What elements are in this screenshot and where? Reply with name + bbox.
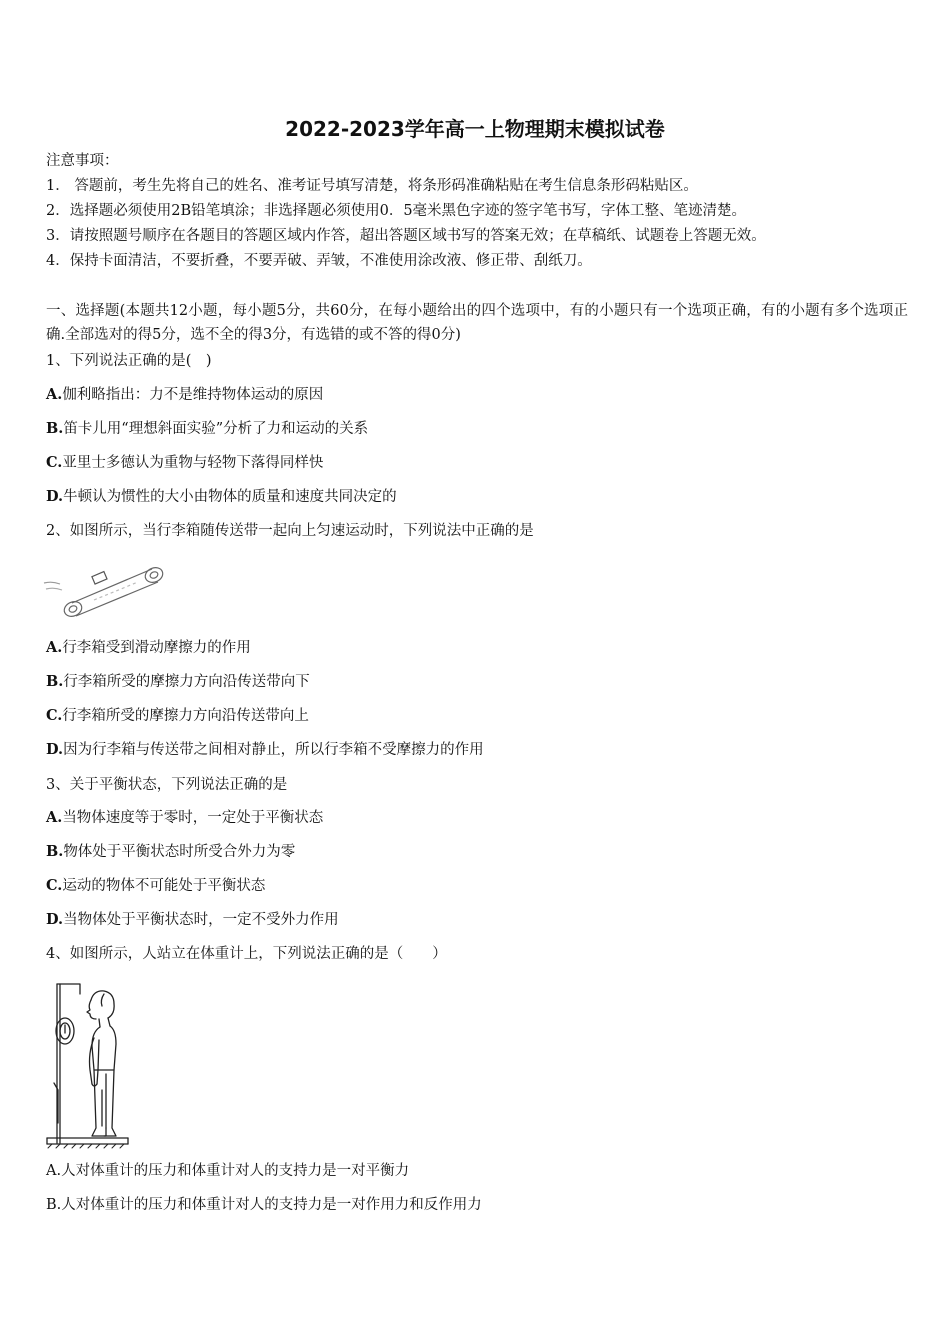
option-text: 亚里士多德认为重物与轻物下落得同样快 <box>62 455 324 471</box>
question-4-option-b <box>46 1195 482 1215</box>
option-label: A. <box>46 1163 62 1179</box>
option-label: C. <box>46 707 63 724</box>
question-2-option-d <box>46 740 484 760</box>
question-1-option-c <box>46 453 323 473</box>
option-text: 当物体处于平衡状态时，一定不受外力作用 <box>63 912 339 928</box>
option-label: B. <box>46 420 64 437</box>
question-2-stem: 2、如图所示，当行李箱随传送带一起向上匀速运动时，下列说法中正确的是 <box>46 523 534 539</box>
person-on-scale-figure <box>44 978 134 1150</box>
option-label: A. <box>46 809 63 826</box>
option-label: A. <box>46 639 63 656</box>
option-text: 行李箱受到滑动摩擦力的作用 <box>62 640 251 656</box>
question-2-option-b <box>46 672 310 692</box>
option-text: 人对体重计的压力和体重计对人的支持力是一对作用力和反作用力 <box>61 1197 482 1213</box>
conveyor-belt-figure <box>40 556 170 626</box>
question-1-option-d <box>46 487 397 507</box>
option-label: A. <box>46 386 63 403</box>
notice-heading: 注意事项： <box>46 153 119 169</box>
notice-item-2: 2．选择题必须使用2B铅笔填涂；非选择题必须使用0．5毫米黑色字迹的签字笔书写，字体工整、笔迹清楚。 <box>46 203 747 219</box>
option-text: 笛卡儿用“理想斜面实验”分析了力和运动的关系 <box>63 421 369 437</box>
option-label: C. <box>46 454 63 471</box>
option-text: 行李箱所受的摩擦力方向沿传送带向上 <box>62 708 309 724</box>
section-heading: 一、选择题(本题共12小题，每小题5分，共60分，在每小题给出的四个选项中，有的小题只有一个选项正确，有的小题有多个选项正确.全部选对的得5分，选不全的得3分，有选错的或不答的得0分) <box>46 303 908 343</box>
question-3-option-b <box>46 842 295 862</box>
option-label: B. <box>46 673 64 690</box>
option-text: 当物体速度等于零时，一定处于平衡状态 <box>62 810 324 826</box>
question-4-option-a <box>46 1161 409 1181</box>
option-label: C. <box>46 877 63 894</box>
option-text: 运动的物体不可能处于平衡状态 <box>62 878 266 894</box>
notice-item-4: 4．保持卡面清洁，不要折叠，不要弄破、弄皱，不准使用涂改液、修正带、刮纸刀。 <box>46 253 592 269</box>
page-title: 2022-2023学年高一上物理期末模拟试卷 <box>285 117 665 141</box>
question-1-stem: 1、下列说法正确的是( ) <box>46 353 212 369</box>
question-4-stem: 4、如图所示，人站立在体重计上，下列说法正确的是（ ） <box>46 946 447 962</box>
notice-item-1: 1． 答题前，考生先将自己的姓名、准考证号填写清楚，将条形码准确粘贴在考生信息条形码粘贴区。 <box>46 178 698 194</box>
question-3-stem: 3、关于平衡状态，下列说法正确的是 <box>46 777 288 793</box>
question-3-option-c <box>46 876 265 896</box>
question-3-option-a <box>46 808 323 828</box>
option-label: B. <box>46 843 64 860</box>
question-1-option-a <box>46 385 323 405</box>
question-2-option-a <box>46 638 251 658</box>
question-1-option-b <box>46 419 368 439</box>
question-3-option-d <box>46 910 339 930</box>
notice-item-3: 3．请按照题号顺序在各题目的答题区域内作答，超出答题区域书写的答案无效；在草稿纸、试题卷上答题无效。 <box>46 228 766 244</box>
option-label: D. <box>46 911 64 928</box>
option-text: 牛顿认为惯性的大小由物体的质量和速度共同决定的 <box>63 489 397 505</box>
option-text: 因为行李箱与传送带之间相对静止，所以行李箱不受摩擦力的作用 <box>63 742 484 758</box>
question-2-option-c <box>46 706 309 726</box>
option-text: 人对体重计的压力和体重计对人的支持力是一对平衡力 <box>61 1163 410 1179</box>
option-text: 行李箱所受的摩擦力方向沿传送带向下 <box>63 674 310 690</box>
option-label: D. <box>46 488 64 505</box>
option-text: 伽利略指出：力不是维持物体运动的原因 <box>62 387 324 403</box>
option-text: 物体处于平衡状态时所受合外力为零 <box>63 844 296 860</box>
option-label: D. <box>46 741 64 758</box>
option-label: B. <box>46 1197 62 1213</box>
